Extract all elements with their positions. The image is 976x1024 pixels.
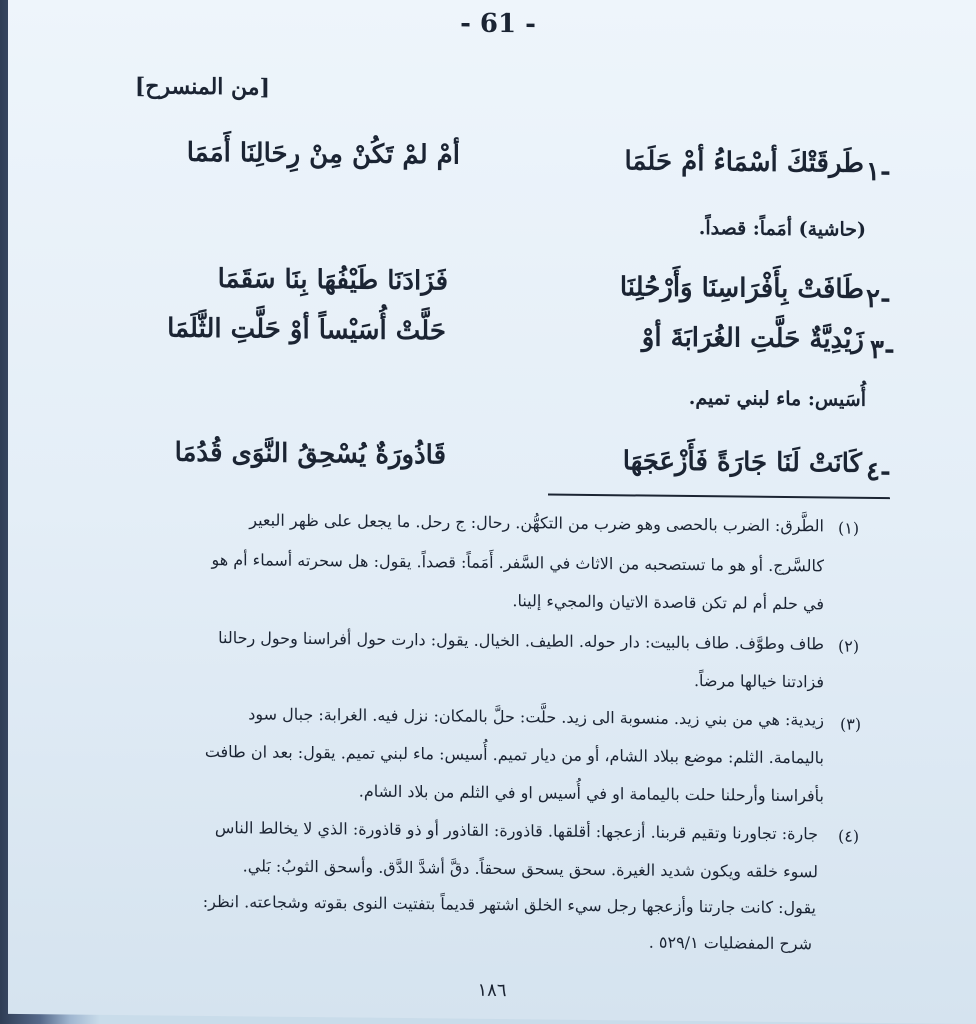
footnote-line: فزادتنا خيالها مرضاً.	[693, 671, 824, 692]
verse-first-hemistich: طَافَتْ بِأَفْرَاسِنَا وَأَرْحُلِنَا	[619, 272, 864, 305]
footnote-number: (٢)	[838, 636, 860, 656]
gloss-line: أُسَيس: ماء لبني تميم.	[688, 386, 866, 411]
footnote-line: باليمامة. الثلم: موضع ببلاد الشام، أو من ديار تميم. أُسيس: ماء لبني تميم. يقول: بعد ان طافت	[204, 741, 824, 768]
verse-number: ٣-	[870, 334, 895, 366]
book-page	[8, 0, 976, 1024]
verse-second-hemistich: فَزَادَنَا طَيْفُهَا بِنَا سَقَمَا	[217, 264, 448, 297]
page-number-header: - 61 -	[460, 8, 536, 40]
verse-second-hemistich: قَاذُورَةٌ يُسْحِقُ النَّوَى قُدُمَا	[174, 437, 446, 471]
section-title: [من المنسرح]	[134, 73, 270, 101]
footnote-line: زيدية: هي من بني زيد. منسوبة الى زيد. حلَّت: حلَّ بالمكان: نزل فيه. الغرابة: جبال سود	[248, 704, 824, 730]
verse-number: ١-	[866, 156, 891, 188]
footnote-number: (٤)	[838, 826, 860, 846]
footnote-line: شرح المفضليات ٥٢٩/١ .	[648, 932, 812, 954]
footnote-line: الطَّرق: الضرب بالحصى وهو ضرب من التكهُّن. رحال: ج رحل. ما يجعل على ظهر البعير	[249, 510, 824, 536]
footnote-line: بأفراسنا وأرحلنا حلت باليمامة او في أُسيس او في الثلم من بلاد الشام.	[358, 781, 824, 806]
footnote-line: كالسَّرج. أو هو ما تستصحبه من الاثاث في السَّفر. أَمَماً: قصداً. يقول: هل سحرته أسماء أم هو	[211, 549, 824, 576]
verse-number: ٢-	[866, 283, 891, 315]
footnote-number: (٣)	[840, 714, 862, 734]
verse-number: ٤-	[866, 456, 891, 488]
verse-first-hemistich: كَانَتْ لَنَا جَارَةً فَأَزْعَجَهَا	[622, 446, 862, 479]
verse-second-hemistich: أمْ لمْ تَكُنْ مِنْ رِحَالِنَا أَمَمَا	[186, 137, 460, 171]
footnote-divider	[548, 494, 890, 500]
gloss-line: (حاشية) أمَماً: قصداً.	[698, 217, 866, 241]
page-number-footer: ١٨٦	[477, 979, 507, 1002]
verse-second-hemistich: حَلَّتْ أُسَيْساً أوْ حَلَّتِ الثَّلَمَا	[167, 313, 446, 347]
footnote-line: لسوء خلقه ويكون شديد الغيرة. سحق يسحق سحقاً. دقَّ أشدَّ الدَّق. وأسحق الثوبُ: بَلي.	[242, 856, 818, 882]
footnote-line: طاف وطوَّف. طاف بالبيت: دار حوله. الطيف. الخيال. يقول: دارت حول أفراسنا وحول رحالنا	[218, 628, 824, 654]
verse-first-hemistich: طَرقَتْكَ أسْمَاءُ أمْ حَلَمَا	[624, 146, 864, 179]
verse-first-hemistich: زَيْدِيَّةٌ حَلَّتِ الغُرَابَةَ أوْ	[641, 322, 864, 355]
footnote-line: في حلم أم لم تكن قاصدة الاتيان والمجيء إلينا.	[512, 591, 824, 614]
footnote-line: يقول: كانت جارتنا وأزعجها رجل سيء الخلق اشتهر قديماً بتفتيت النوى بقوته وشجاعته. انظر:	[202, 891, 816, 918]
footnote-number: (١)	[838, 518, 860, 538]
footnote-line: جارة: تجاورنا وتقيم قربنا. أزعجها: أقلقها. قاذورة: القاذور أو ذو قاذورة: الذي لا يخالط الناس	[214, 818, 818, 844]
